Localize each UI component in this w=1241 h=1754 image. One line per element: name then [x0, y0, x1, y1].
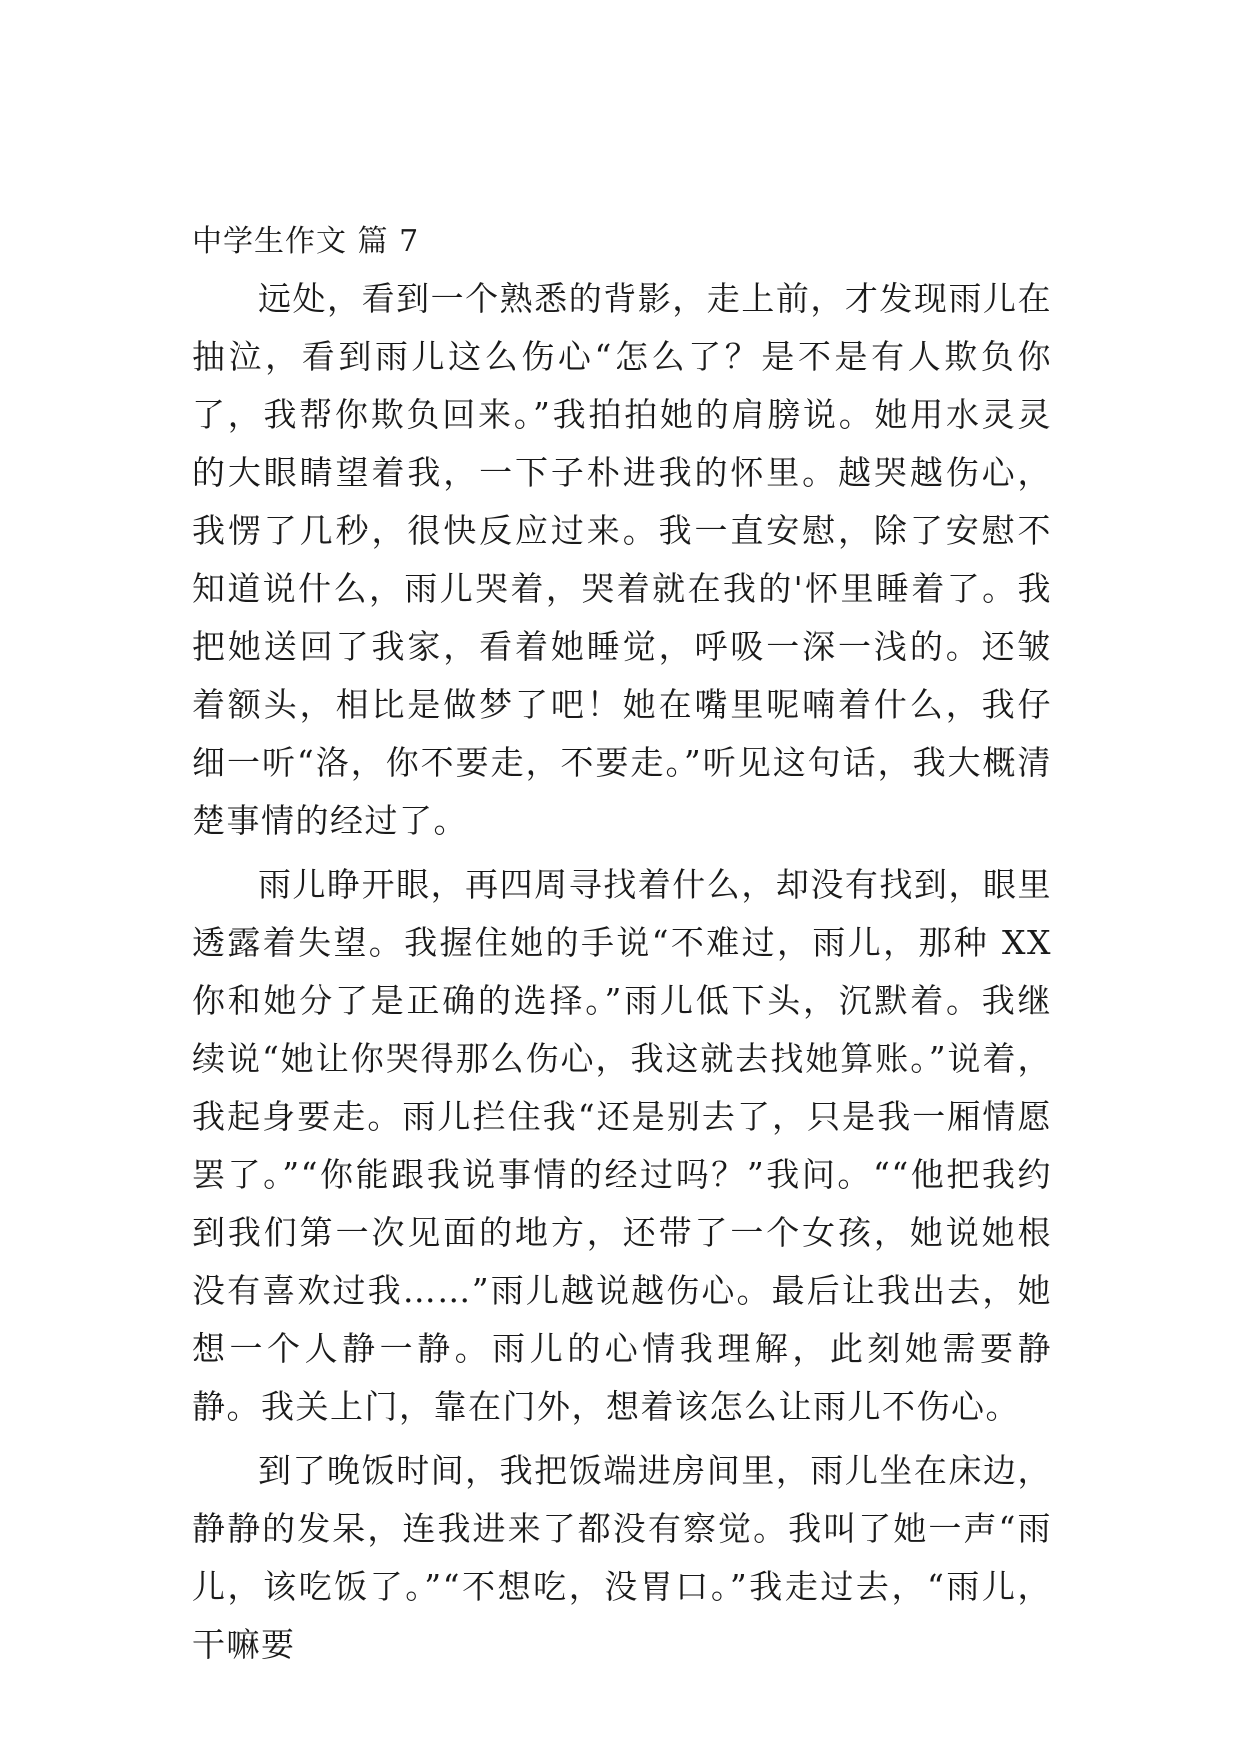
document-page [192, 220, 1052, 1680]
paragraph-1: 远处，看到一个熟悉的背影，走上前，才发现雨儿在抽泣，看到雨儿这么伤心“怎么了？是不是有人欺负你了，我帮你欺负回来。”我拍拍她的肩膀说。她用水灵灵的大眼睛望着我，一下子朴进我的怀里。越哭越伤心，我愣了几秒，很快反应过来。我一直安慰，除了安慰不知道说什么，雨儿哭着，哭着就在我的'怀里睡着了。我把她送回了我家，看着她睡觉，呼吸一深一浅的。还皱着额头，相比是做梦了吧！她在嘴里呢喃着什么，我仔细一听“洛，你不要走，不要走。”听见这句话，我大概清楚事情的经过了。 [192, 279, 1052, 840]
paragraph-3: 到了晚饭时间，我把饭端进房间里，雨儿坐在床边，静静的发呆，连我进来了都没有察觉。我叫了她一声“雨儿，该吃饭了。”“不想吃，没胃口。”我走过去，“雨儿，干嘛要 [192, 1451, 1052, 1664]
essay-title: 中学生作文 篇 7 [192, 224, 420, 259]
paragraph-2: 雨儿睁开眼，再四周寻找着什么，却没有找到，眼里透露着失望。我握住她的手说“不难过，雨儿，那种 XX 你和她分了是正确的选择。”雨儿低下头，沉默着。我继续说“她让你哭得那么伤心，我这就去找她算账。”说着，我起身要走。雨儿拦住我“还是别去了，只是我一厢情愿罢了。”“你能跟我说事情的经过吗？”我问。““他把我约到我们第一次见面的地方，还带了一个女孩，她说她根没有喜欢过我……”雨儿越说越伤心。最后让我出去，她想一个人静一静。雨儿的心情我理解，此刻她需要静静。我关上门，靠在门外，想着该怎么让雨儿不伤心。 [192, 865, 1052, 1426]
